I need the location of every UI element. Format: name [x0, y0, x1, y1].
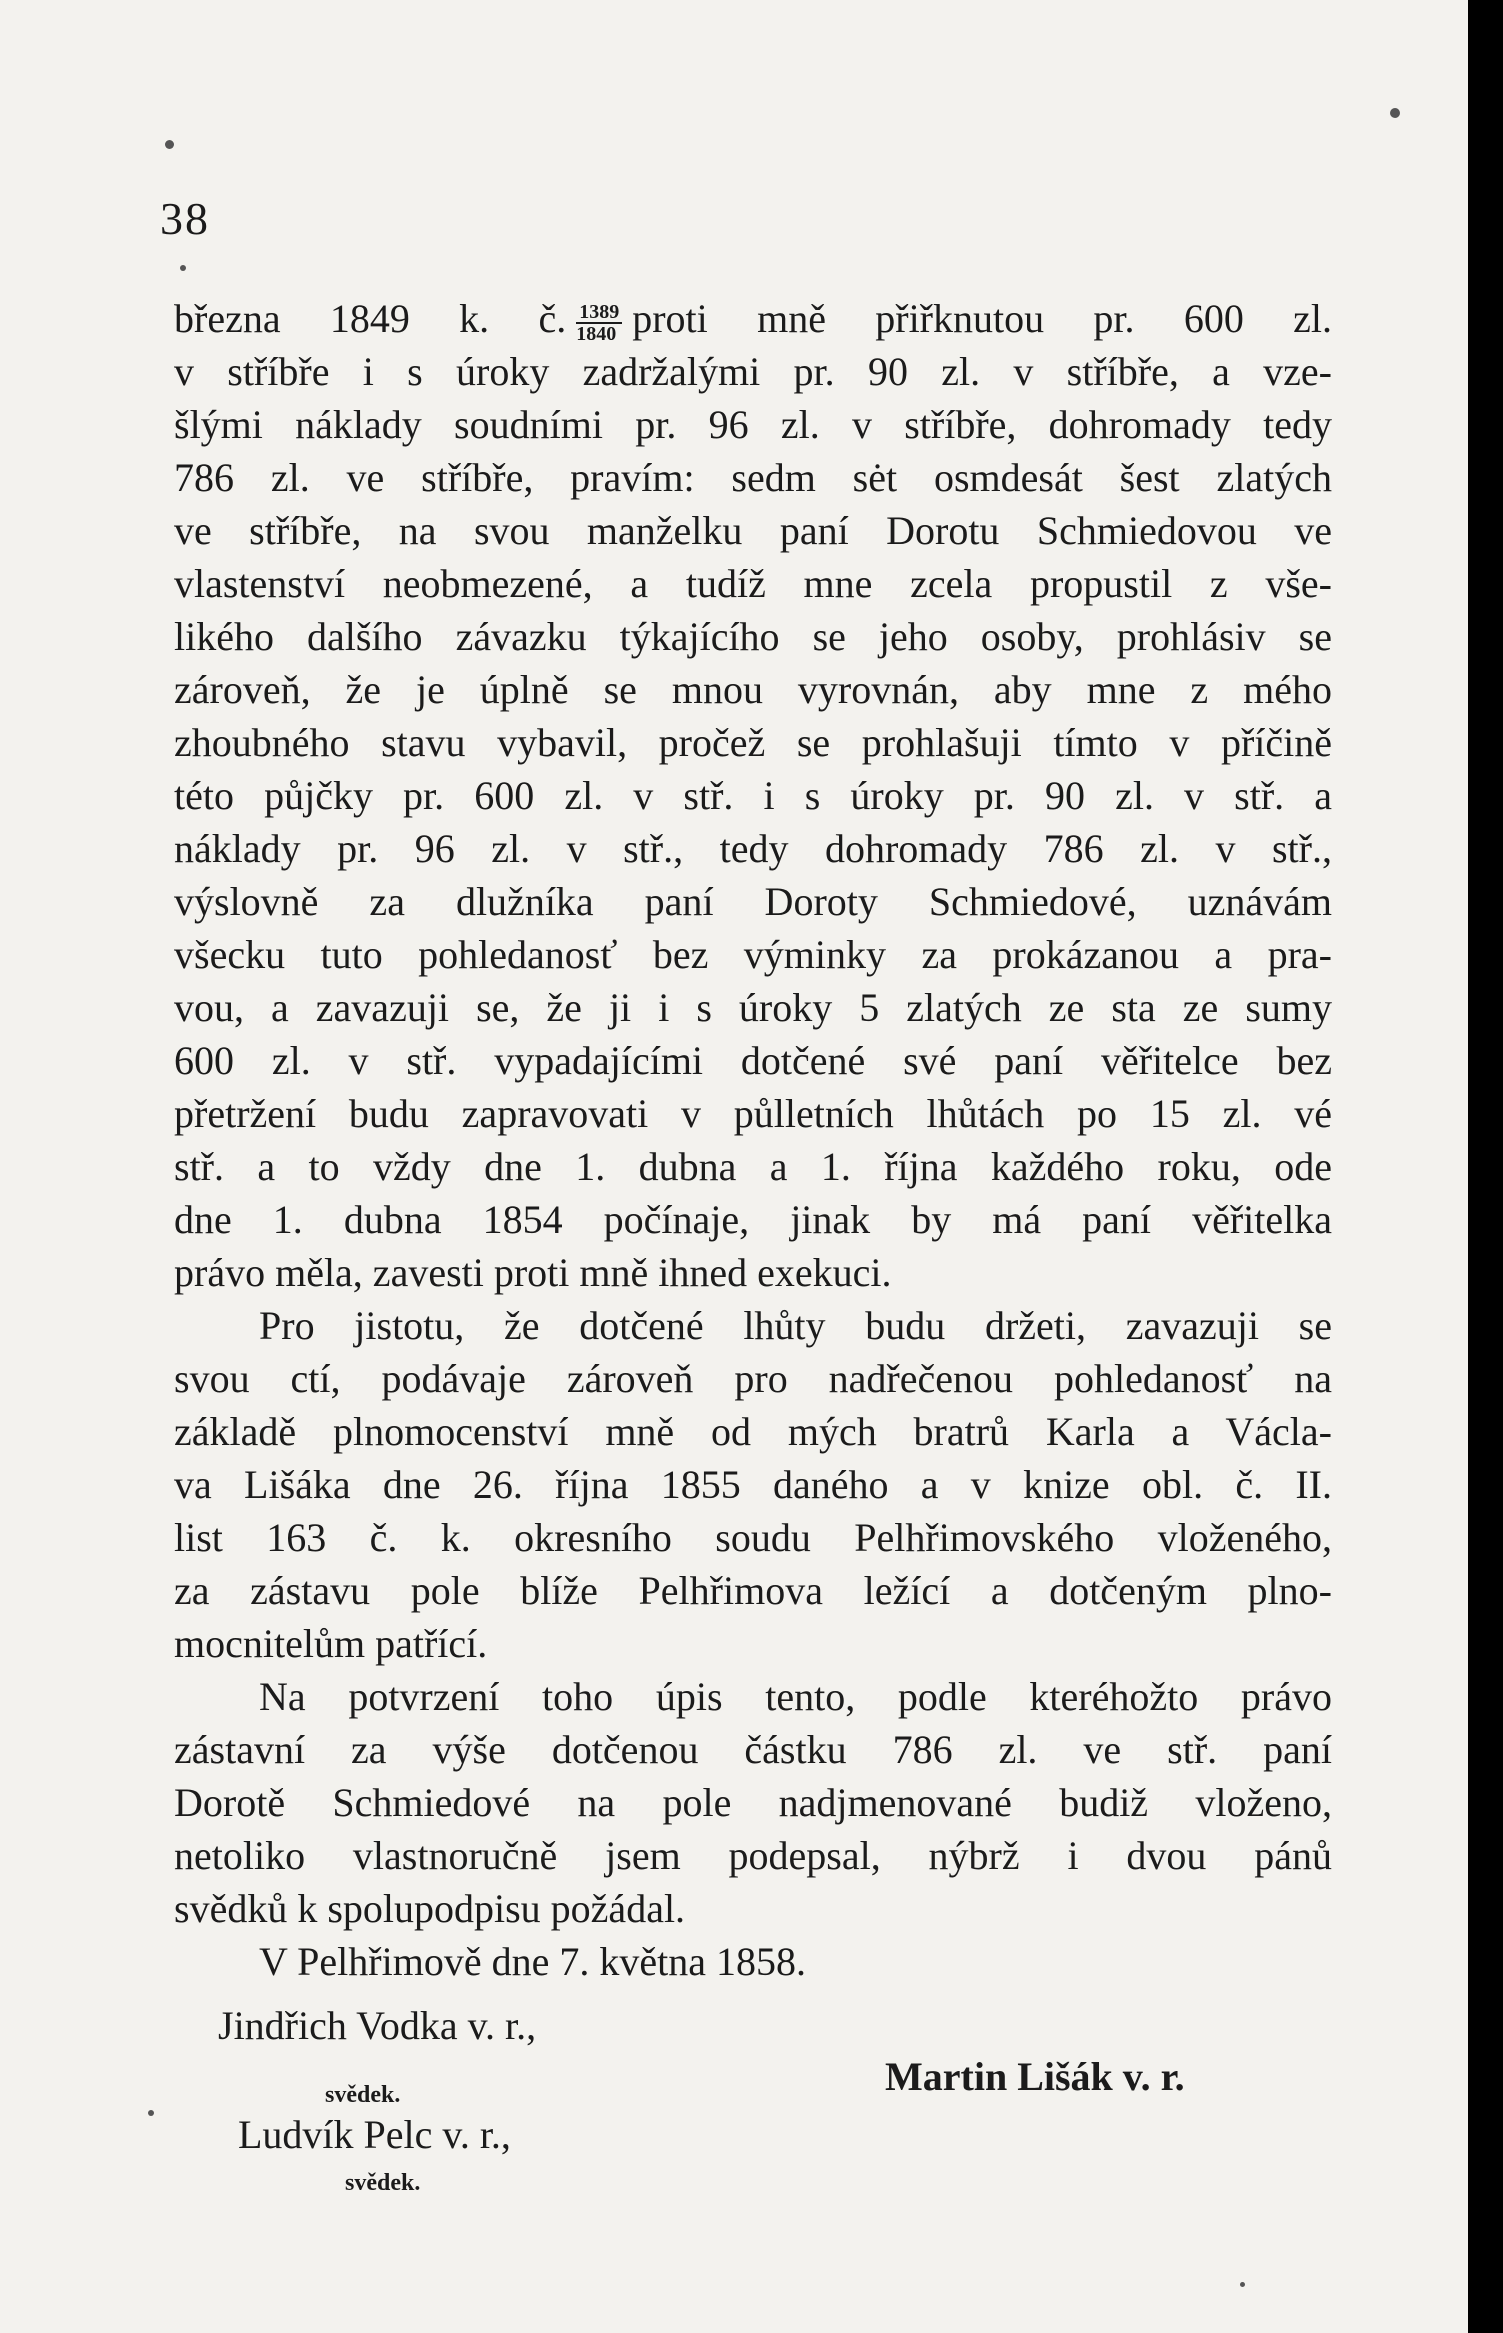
paragraph-1	[174, 292, 1332, 1299]
text-line: Dorotě Schmiedové na pole nadjmenované budiž vloženo,	[174, 1780, 1332, 1825]
text-line: zhoubného stavu vybavil, pročež se prohlašuji tímto v příčině	[174, 720, 1332, 765]
page-number: 38	[160, 193, 210, 244]
text-line: zástavní za výše dotčenou částku 786 zl. ve stř. paní	[174, 1727, 1332, 1772]
scan-speck	[180, 265, 186, 271]
text-line: základě plnomocenství mně od mých bratrů Karla a Václa-	[174, 1409, 1332, 1454]
date-line	[174, 1935, 1332, 1988]
text-line: netoliko vlastnoručně jsem podepsal, nýbrž i dvou pánů	[174, 1833, 1332, 1878]
text-line: za zástavu pole blíže Pelhřimova ležící a dotčeným plno-	[174, 1568, 1332, 1613]
text-line: svědků k spolupodpisu požádal.	[174, 1886, 686, 1931]
paragraph-2	[174, 1299, 1332, 1670]
scan-speck	[165, 140, 174, 149]
scan-speck	[1240, 2282, 1245, 2287]
text-line: vlastenství neobmezené, a tudíž mne zcela propustil z vše-	[174, 561, 1332, 606]
text-line: Na potvrzení toho úpis tento, podle kteréhožto právo	[259, 1674, 1332, 1719]
witness-one-signature: Jindřich Vodka v. r.,	[218, 2003, 537, 2048]
text-line: mocnitelům patřící.	[174, 1621, 488, 1666]
fraction-denominator: 1840	[576, 322, 617, 345]
text-line: dne 1. dubna 1854 počínaje, jinak by má paní věřitelka	[174, 1197, 1332, 1242]
text-line: svou ctí, podávaje zároveň pro nadřečenou pohledanosť na	[174, 1356, 1332, 1401]
text-line: v stříbře i s úroky zadržalými pr. 90 zl. v stříbře, a vze-	[174, 349, 1332, 394]
text-line: V Pelhřimově dne 7. května 1858.	[259, 1939, 806, 1984]
body-text	[174, 292, 1332, 1988]
text-line: přetržení budu zapravovati v půlletních lhůtách po 15 zl. vé	[174, 1091, 1332, 1136]
scan-speck	[1390, 108, 1400, 118]
text-line: likého dalšího závazku týkajícího se jeho osoby, prohlásiv se	[174, 614, 1332, 659]
text-line: 786 zl. ve stříbře, pravím: sedm sėt osmdesát šest zlatých	[174, 455, 1332, 500]
text-line: va Lišáka dne 26. října 1855 daného a v knize obl. č. II.	[174, 1462, 1332, 1507]
paragraph-3	[174, 1670, 1332, 1935]
fraction-numerator: 1389	[576, 302, 622, 324]
text-line: stř. a to vždy dne 1. dubna a 1. října každého roku, ode	[174, 1144, 1332, 1189]
text-line: právo měla, zavesti proti mně ihned exekuci.	[174, 1250, 892, 1295]
line-text: proti mně přiřknutou pr. 600 zl.	[632, 296, 1332, 341]
debtor-signature: Martin Lišák v. r.	[885, 2054, 1185, 2099]
text-line: této půjčky pr. 600 zl. v stř. i s úroky pr. 90 zl. v stř. a	[174, 773, 1332, 818]
text-line: Pro jistotu, že dotčené lhůty budu držeti, zavazuji se	[259, 1303, 1332, 1348]
text-line: 600 zl. v stř. vypadajícími dotčené své paní věřitelce bez	[174, 1038, 1332, 1083]
text-line: zároveň, že je úplně se mnou vyrovnán, aby mne z mého	[174, 667, 1332, 712]
witness-one-role: svědek.	[325, 2082, 401, 2108]
witness-two-signature: Ludvík Pelc v. r.,	[238, 2112, 511, 2157]
text-line: šlými náklady soudními pr. 96 zl. v stříbře, dohromady tedy	[174, 402, 1332, 447]
text-line	[174, 292, 1332, 345]
fraction	[576, 302, 622, 344]
text-line: vou, a zavazuji se, že ji i s úroky 5 zlatých ze sta ze sumy	[174, 985, 1332, 1030]
scan-edge	[1468, 0, 1503, 2333]
text-line: ve stříbře, na svou manželku paní Dorotu Schmiedovou ve	[174, 508, 1332, 553]
text-line: náklady pr. 96 zl. v stř., tedy dohromady 786 zl. v stř.,	[174, 826, 1332, 871]
text-line: list 163 č. k. okresního soudu Pelhřimovského vloženého,	[174, 1515, 1332, 1560]
scan-speck	[148, 2110, 154, 2116]
text-line: výslovně za dlužníka paní Doroty Schmiedové, uznávám	[174, 879, 1332, 924]
line-text: března 1849 k. č.	[174, 296, 567, 341]
text-line: všecku tuto pohledanosť bez výminky za prokázanou a pra-	[174, 932, 1332, 977]
witness-two-role: svědek.	[345, 2170, 421, 2196]
